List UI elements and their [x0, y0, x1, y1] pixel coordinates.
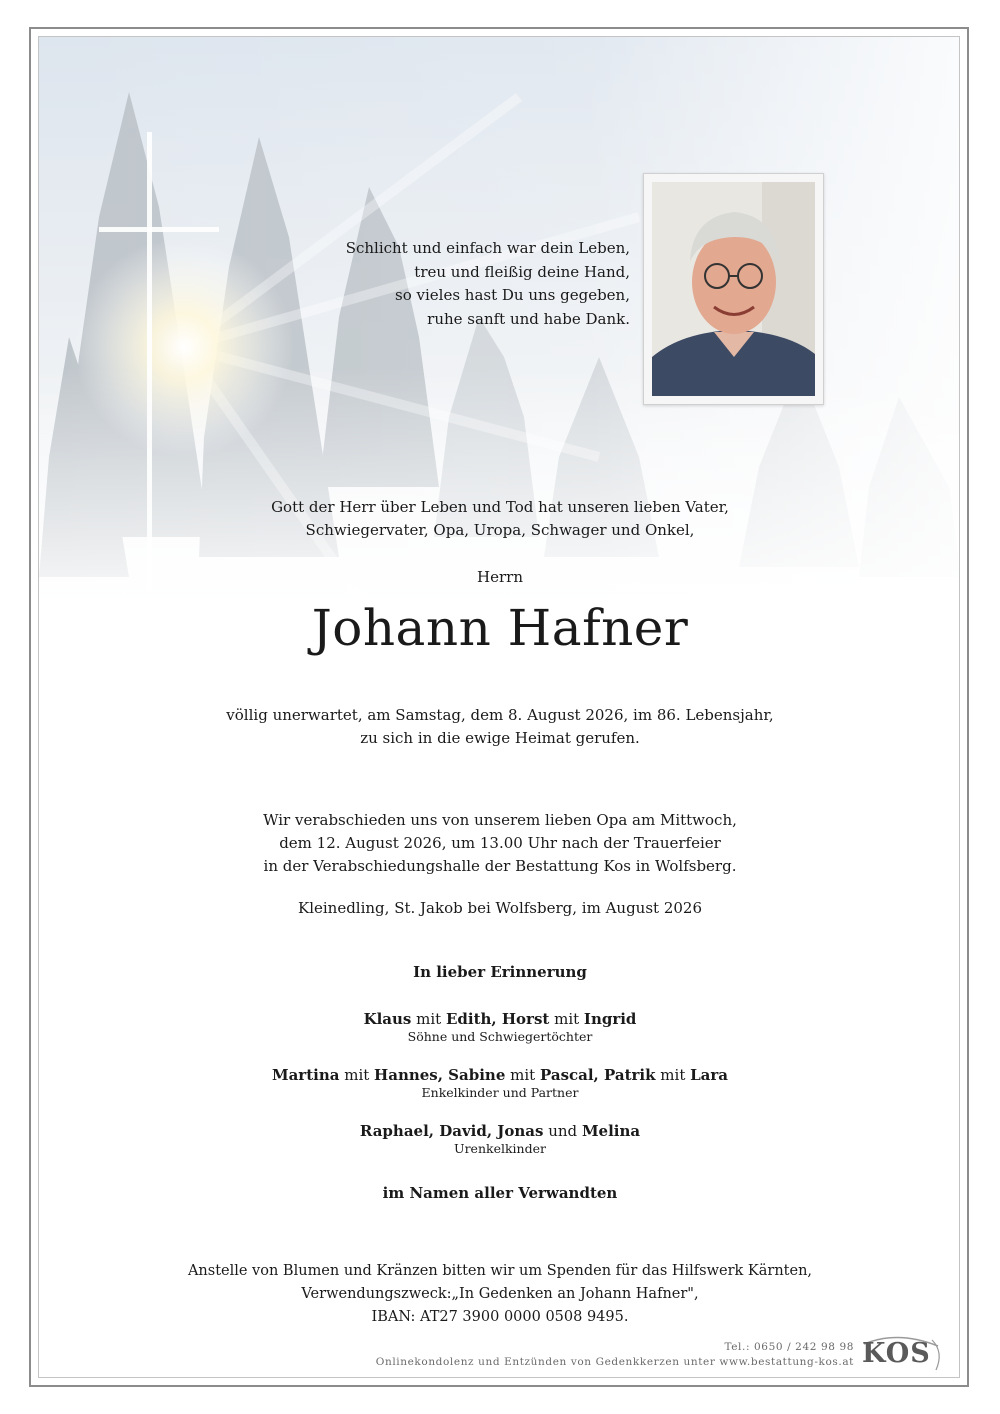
- intro-line: Gott der Herr über Leben und Tod hat unseren lieben Vater,: [271, 498, 729, 516]
- family-group-grandchildren: [0, 1066, 1000, 1100]
- all-relatives: im Namen aller Verwandten: [382, 1184, 618, 1202]
- footer-website: Onlinekondolenz und Entzünden von Gedenkkerzen unter www.bestattung-kos.at: [375, 1356, 854, 1368]
- family-connector: und: [543, 1122, 582, 1140]
- passing-line: völlig unerwartet, am Samstag, dem 8. August 2026, im 86. Lebensjahr,: [226, 706, 774, 724]
- verse: [260, 237, 630, 331]
- verse-line: Schlicht und einfach war dein Leben,: [345, 239, 630, 257]
- ceremony-line: dem 12. August 2026, um 13.00 Uhr nach der Trauerfeier: [279, 834, 721, 852]
- place-date: Kleinedling, St. Jakob bei Wolfsberg, im August 2026: [297, 899, 703, 917]
- ceremony-line: Wir verabschieden uns von unserem lieben Opa am Mittwoch,: [263, 811, 737, 829]
- family-name: Edith, Horst: [445, 1010, 550, 1028]
- donation-text: [0, 1260, 1000, 1329]
- verse-line: ruhe sanft und habe Dank.: [427, 309, 630, 328]
- family-name: Klaus: [363, 1010, 412, 1028]
- family-connector: mit: [655, 1066, 691, 1084]
- family-name: Lara: [690, 1066, 729, 1084]
- family-names: [0, 1122, 1000, 1140]
- ceremony-text: [0, 809, 1000, 878]
- passing-text: [0, 704, 1000, 750]
- family-name: Melina: [581, 1122, 641, 1140]
- family-connector: mit: [339, 1066, 375, 1084]
- family-names: [0, 1066, 1000, 1084]
- intro-text: [0, 496, 1000, 542]
- family-names: [0, 1010, 1000, 1028]
- family-connector: mit: [411, 1010, 446, 1028]
- family-group-great-grandchildren: [0, 1122, 1000, 1156]
- family-name: Martina: [271, 1066, 340, 1084]
- family-connector: mit: [505, 1066, 540, 1084]
- portrait-photo: [652, 182, 815, 396]
- portrait-frame: [643, 173, 824, 405]
- family-name: Ingrid: [583, 1010, 637, 1028]
- passing-line: zu sich in die ewige Heimat gerufen.: [360, 729, 640, 747]
- family-relation: Söhne und Schwiegertöchter: [407, 1029, 593, 1044]
- family-name: Hannes, Sabine: [374, 1066, 506, 1084]
- family-relation: Urenkelkinder: [454, 1141, 546, 1156]
- salutation: Herrn: [477, 568, 523, 586]
- family-name: Raphael, David, Jonas: [359, 1122, 544, 1140]
- verse-line: so vieles hast Du uns gegeben,: [395, 286, 630, 304]
- verse-line: treu und fleißig deine Hand,: [414, 262, 630, 281]
- family-relation: Enkelkinder und Partner: [421, 1085, 579, 1100]
- donation-line: IBAN: AT27 3900 0000 0508 9495.: [371, 1309, 629, 1325]
- ceremony-line: in der Verabschiedungshalle der Bestattung Kos in Wolfsberg.: [263, 857, 737, 875]
- memory-heading: In lieber Erinnerung: [413, 963, 587, 981]
- donation-line: Anstelle von Blumen und Kränzen bitten wir um Spenden für das Hilfswerk Kärnten,: [187, 1263, 813, 1279]
- family-group-sons: [0, 1010, 1000, 1044]
- intro-line: Schwiegervater, Opa, Uropa, Schwager und Onkel,: [305, 521, 695, 539]
- family-name: Pascal, Patrik: [539, 1066, 656, 1084]
- footer-phone: Tel.: 0650 / 242 98 98: [724, 1341, 854, 1353]
- deceased-name: Johann Hafner: [311, 599, 689, 657]
- kos-logo: [862, 1338, 942, 1374]
- family-connector: mit: [549, 1010, 584, 1028]
- donation-line: Verwendungszweck:„In Gedenken an Johann Hafner",: [301, 1286, 699, 1302]
- logo-text: KOS: [862, 1338, 931, 1369]
